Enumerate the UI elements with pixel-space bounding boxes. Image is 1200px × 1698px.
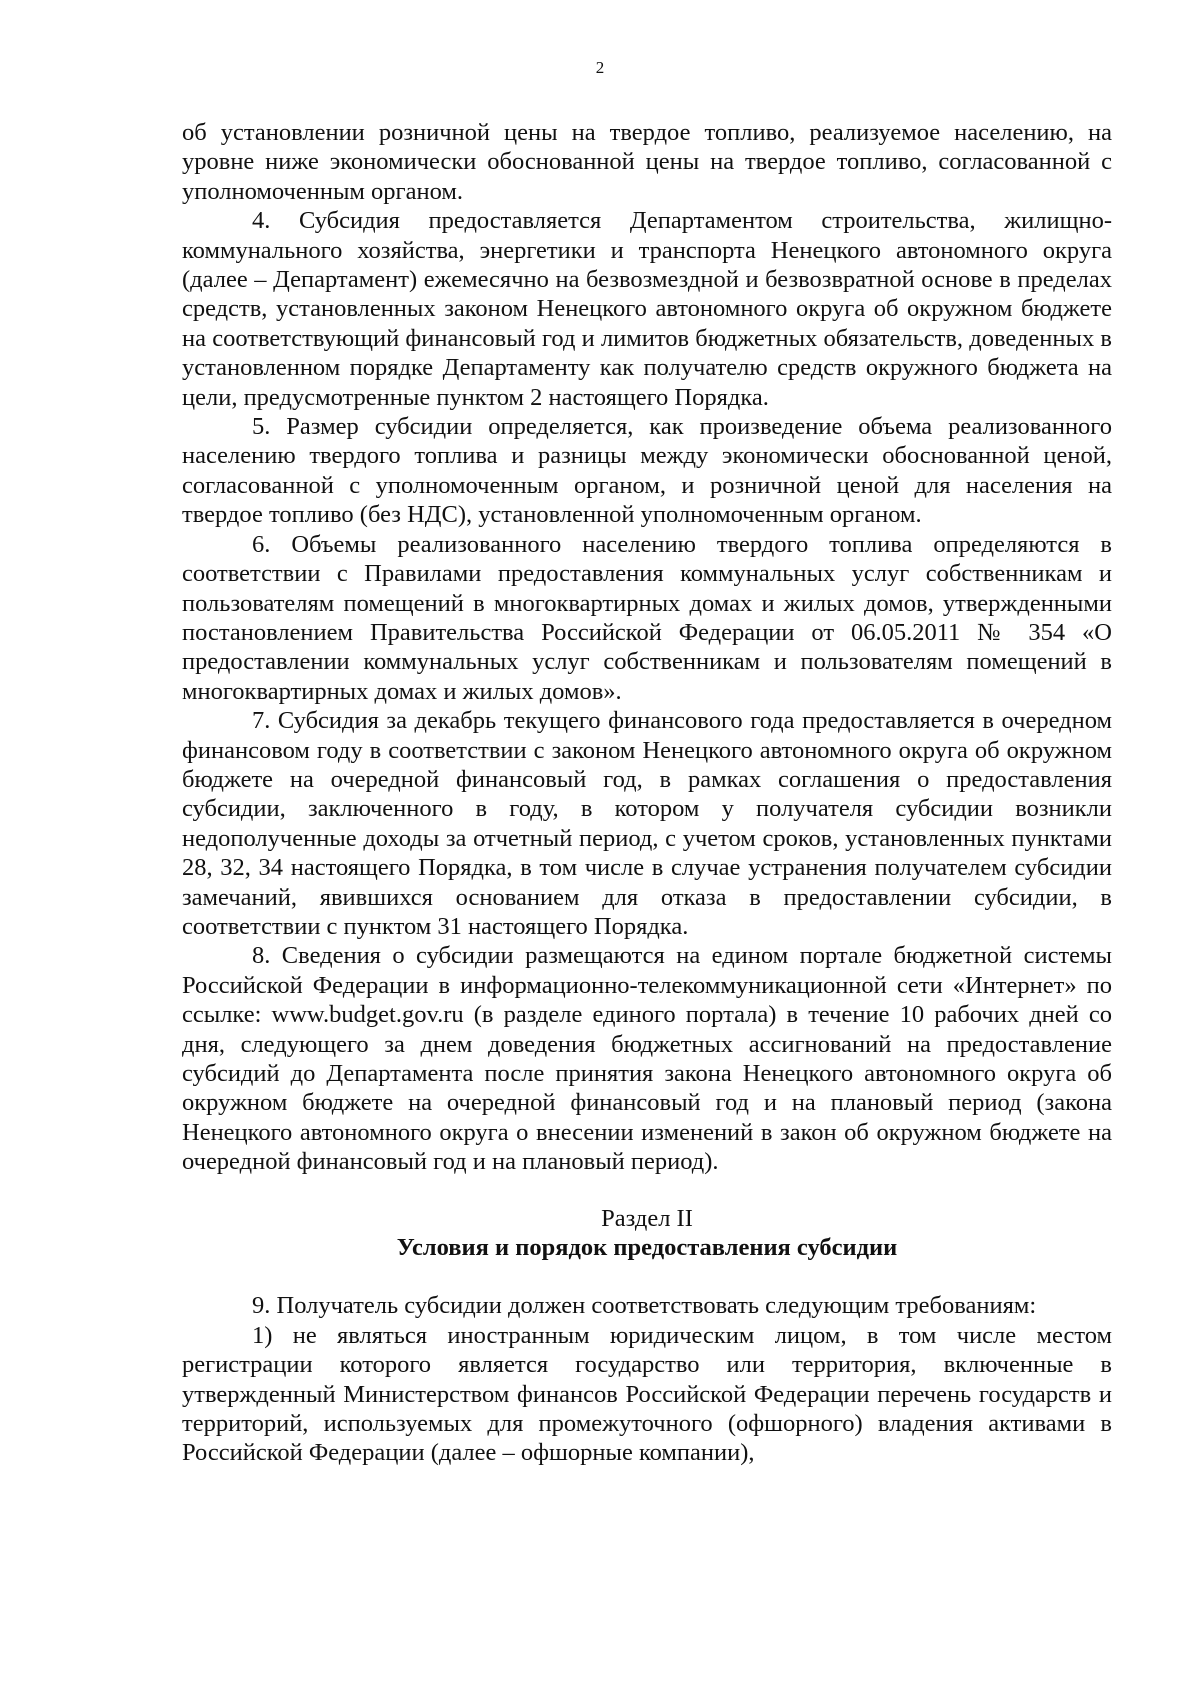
page-number: 2 — [595, 58, 605, 77]
section-title: Условия и порядок предоставления субсидии — [396, 1234, 898, 1262]
paragraph-item-7: 7. Субсидия за декабрь текущего финансового года предоставляется в очередном финансовом году в соответствии с законом Ненецкого автономного округа об окружном бюджете на очередной финансовый год, в рамках соглашения о предоставления субсидии, заключенного в году, в котором у получателя субсидии возникли недополученные доходы за отчетный период, с учетом сроков, установленных пунктами 28, 32, 34 настоящего Порядка, в том числе в случае устранения получателем субсидии замечаний, явившихся основанием для отказа в предоставлении субсидии, в соответствии с пунктом 31 настоящего Порядка. — [182, 707, 1112, 940]
section-number: Раздел II — [601, 1204, 693, 1232]
paragraph-continuation: об установлении розничной цены на твердое топливо, реализуемое населению, на уровне ниже экономически обоснованной цены на твердое топливо, согласованной с уполномоченным органом. — [182, 119, 1112, 205]
paragraph-item-6: 6. Объемы реализованного населению твердого топлива определяются в соответствии с Правилами предоставления коммунальных услуг собственникам и пользователям помещений в многоквартирных домах и жилых домов, утвержденными постановлением Правительства Российской Федерации от 06.05.2011 № 354 «О предоставлении коммунальных услуг собственникам и пользователям помещений в многоквартирных домах и жилых домов». — [182, 530, 1112, 705]
paragraph-item-8: 8. Сведения о субсидии размещаются на едином портале бюджетной системы Российской Федерации в информационно-телекоммуникационной сети «Интернет» по ссылке: www.budget.gov.ru (в разделе единого портала) в течение 10 рабочих дней со дня, следующего за днем доведения бюджетных ассигнований на предоставление субсидий до Департамента после принятия закона Ненецкого автономного округа об окружном бюджете на очередной финансовый год и на плановый период (закона Ненецкого автономного округа о внесении изменений в закон об окружном бюджете на очередной финансовый год и на плановый период). — [182, 942, 1112, 1176]
document-body — [182, 118, 1112, 1468]
paragraph-item-5: 5. Размер субсидии определяется, как произведение объема реализованного населению твердого топлива и разницы между экономически обоснованной ценой, согласованной с уполномоченным органом, и розничной ценой для населения на твердое топливо (без НДС), установленной уполномоченным органом. — [182, 413, 1112, 529]
paragraph-subitem-1: 1) не являться иностранным юридическим лицом, в том числе местом регистрации которого является государство или территория, включенные в утвержденный Министерством финансов Российской Федерации перечень государств и территорий, используемых для промежуточного (офшорного) владения активами в Российской Федерации (далее – офшорные компании), — [182, 1321, 1112, 1467]
paragraph-item-9: 9. Получатель субсидии должен соответствовать следующим требованиям: — [252, 1292, 1037, 1320]
paragraph-item-4: 4. Субсидия предоставляется Департаментом строительства, жилищно-коммунального хозяйства, энергетики и транспорта Ненецкого автономного округа (далее – Департамент) ежемесячно на безвозмездной и безвозвратной основе в пределах средств, установленных законом Ненецкого автономного округа об окружном бюджете на соответствующий финансовый год и лимитов бюджетных обязательств, доведенных в установленном порядке Департаменту как получателю средств окружного бюджета на цели, предусмотренные пунктом 2 настоящего Порядка. — [182, 207, 1112, 411]
